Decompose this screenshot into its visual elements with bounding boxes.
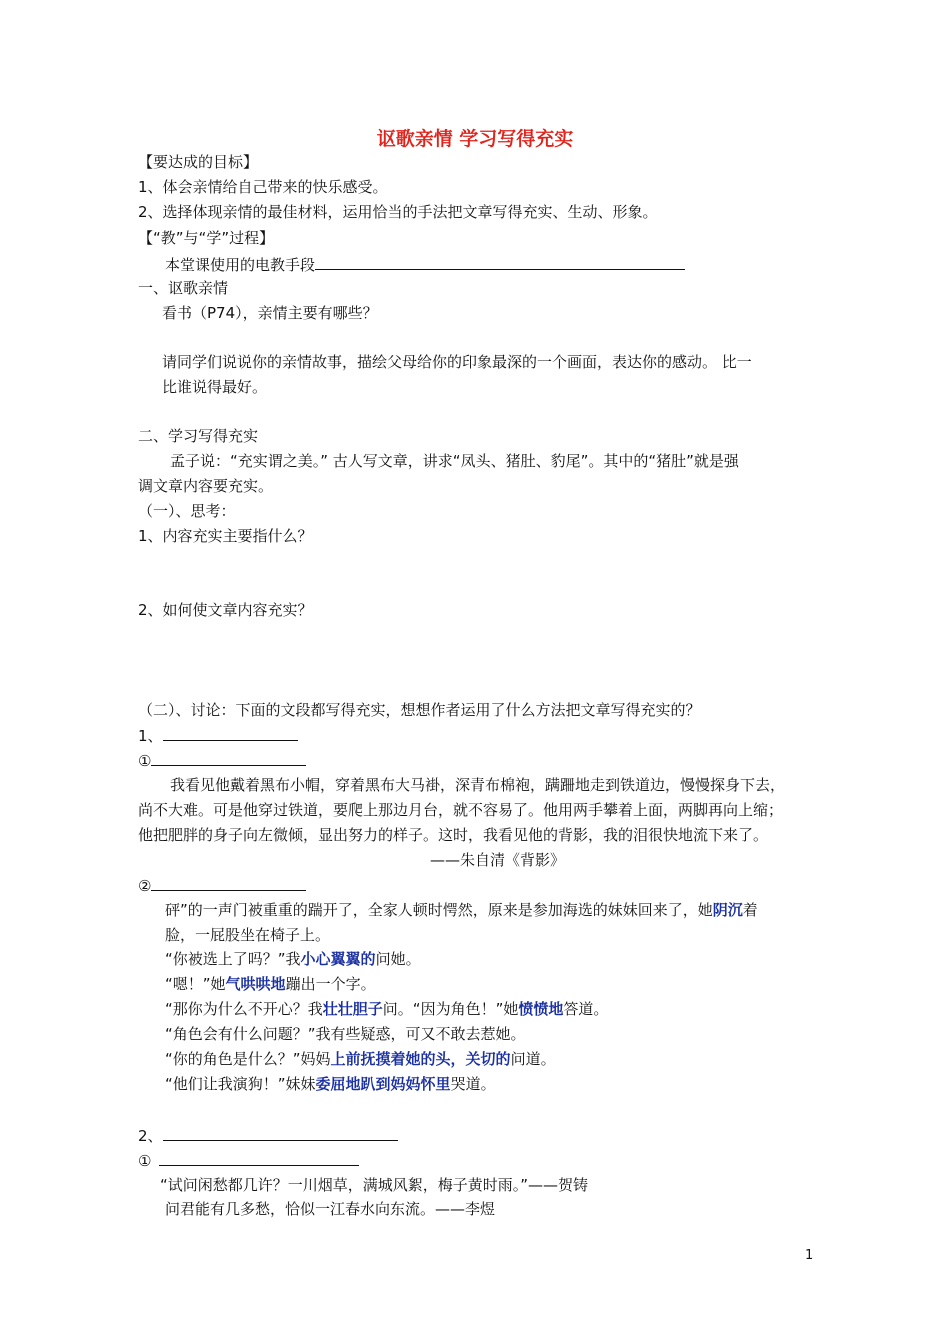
poem-line-1: “试问闲愁都几许？一川烟草，满城风絮，梅子黄时雨。”——贺铸 [160, 1176, 589, 1194]
item-1-label: 1、 [138, 727, 163, 745]
beiying-source: ——朱自清《背影》 [430, 851, 566, 869]
dialogue-line-1 [165, 900, 758, 920]
process-heading: 【“教”与“学”过程】 [138, 229, 275, 247]
section-1-heading: 一、讴歌亲情 [138, 279, 229, 297]
page-number: 1 [805, 1248, 814, 1263]
item-1-line [138, 725, 298, 746]
circle-1-label: ① [138, 752, 152, 770]
section-2-heading: 二、学习写得充实 [138, 427, 259, 445]
page-title: 讴歌亲情 学习写得充实 [376, 128, 574, 150]
circle-1-label: ① [138, 1152, 152, 1170]
item-2-answer-blank[interactable] [163, 1125, 398, 1141]
item-1-answer-blank[interactable] [163, 725, 298, 741]
item-2-sub-1-answer-blank[interactable] [159, 1150, 359, 1166]
dialogue-line-4 [165, 999, 608, 1019]
dialogue-line-5: “角色会有什么问题？”我有些疑惑，可又不敢去惹她。 [165, 1025, 526, 1043]
story-prompt-line-2: 比谁说得最好。 [162, 378, 268, 396]
item-2-label: 2、 [138, 1127, 163, 1145]
think-question-1: 1、内容充实主要指什么？ [138, 527, 313, 545]
text-run: 问。“因为角色！”她 [382, 1000, 519, 1018]
item-1-sub-2-answer-blank[interactable] [151, 875, 306, 891]
highlight-run: 上前抚摸着她的头，关切的 [330, 1050, 511, 1068]
text-run: 蹦出一个字。 [285, 975, 376, 993]
item-1-sub-2-line [138, 875, 306, 896]
media-label: 本堂课使用的电教手段 [165, 256, 316, 274]
highlight-run: 小心翼翼的 [300, 950, 376, 968]
text-run: 砰”的一声门被重重的踹开了，全家人顿时愕然，原来是参加海选的妹妹回来了，她 [165, 901, 713, 919]
text-run: “你被选上了吗？”我 [165, 950, 301, 968]
text-run: “嗯！”她 [165, 975, 226, 993]
question-p74: 看书（P74），亲情主要有哪些？ [162, 304, 378, 322]
highlight-run: 阴沉 [712, 901, 743, 919]
circle-2-label: ② [138, 877, 152, 895]
dialogue-line-6 [165, 1049, 556, 1069]
highlight-run: 愤愤地 [518, 1000, 564, 1018]
text-run: 哭道。 [450, 1075, 496, 1093]
text-run: 问道。 [510, 1050, 556, 1068]
item-1-sub-1-answer-blank[interactable] [151, 750, 306, 766]
discuss-heading: （二）、讨论：下面的文段都写得充实，想想作者运用了什么方法把文章写得充实的？ [138, 701, 701, 719]
goals-heading: 【要达成的目标】 [138, 153, 259, 171]
text-run: “他们让我演狗！”妹妹 [165, 1075, 316, 1093]
item-1-sub-1-line [138, 750, 306, 771]
mencius-line-2: 调文章内容要充实。 [138, 477, 274, 495]
text-run: 着 [742, 901, 758, 919]
beiying-line-2: 尚不大难。可是他穿过铁道，要爬上那边月台，就不容易了。他用两手攀着上面，两脚再向上缩； [138, 801, 784, 819]
think-heading: （一）、思考： [138, 502, 236, 520]
poem-line-2: 问君能有几多愁，恰似一江春水向东流。——李煜 [165, 1200, 496, 1218]
media-answer-blank[interactable] [315, 254, 685, 270]
text-run: “你的角色是什么？”妈妈 [165, 1050, 331, 1068]
goal-1: 1、体会亲情给自己带来的快乐感受。 [138, 178, 388, 196]
goal-2: 2、选择体现亲情的最佳材料，运用恰当的手法把文章写得充实、生动、形象。 [138, 203, 658, 221]
text-run: 答道。 [563, 1000, 609, 1018]
highlight-run: 委屈地趴到妈妈怀里 [315, 1075, 451, 1093]
item-2-line [138, 1125, 398, 1146]
dialogue-line-2 [165, 949, 421, 969]
text-run: 问她。 [375, 950, 421, 968]
beiying-line-3: 他把肥胖的身子向左微倾，显出努力的样子。这时，我看见他的背影，我的泪很快地流下来了。 [138, 826, 769, 844]
media-line [165, 254, 685, 275]
story-prompt-line-1: 请同学们说说你的亲情故事，描绘父母给你的印象最深的一个画面，表达你的感动。 比一 [162, 353, 752, 371]
highlight-run: 气哄哄地 [225, 975, 286, 993]
item-2-sub-1-line [138, 1150, 359, 1171]
beiying-line-1: 我看见他戴着黑布小帽，穿着黑布大马褂，深青布棉袍，蹒跚地走到铁道边，慢慢探身下去， [170, 776, 786, 794]
text-run: “那你为什么不开心？我 [165, 1000, 323, 1018]
mencius-line-1: 孟子说：“充实谓之美。” 古人写文章，讲求“凤头、猪肚、豹尾”。其中的“猪肚”就是强 [170, 452, 739, 470]
dialogue-line-1b: 脸，一屁股坐在椅子上。 [165, 926, 331, 944]
think-question-2: 2、如何使文章内容充实？ [138, 601, 313, 619]
dialogue-line-7 [165, 1074, 496, 1094]
highlight-run: 壮壮胆子 [322, 1000, 383, 1018]
dialogue-line-3 [165, 974, 376, 994]
